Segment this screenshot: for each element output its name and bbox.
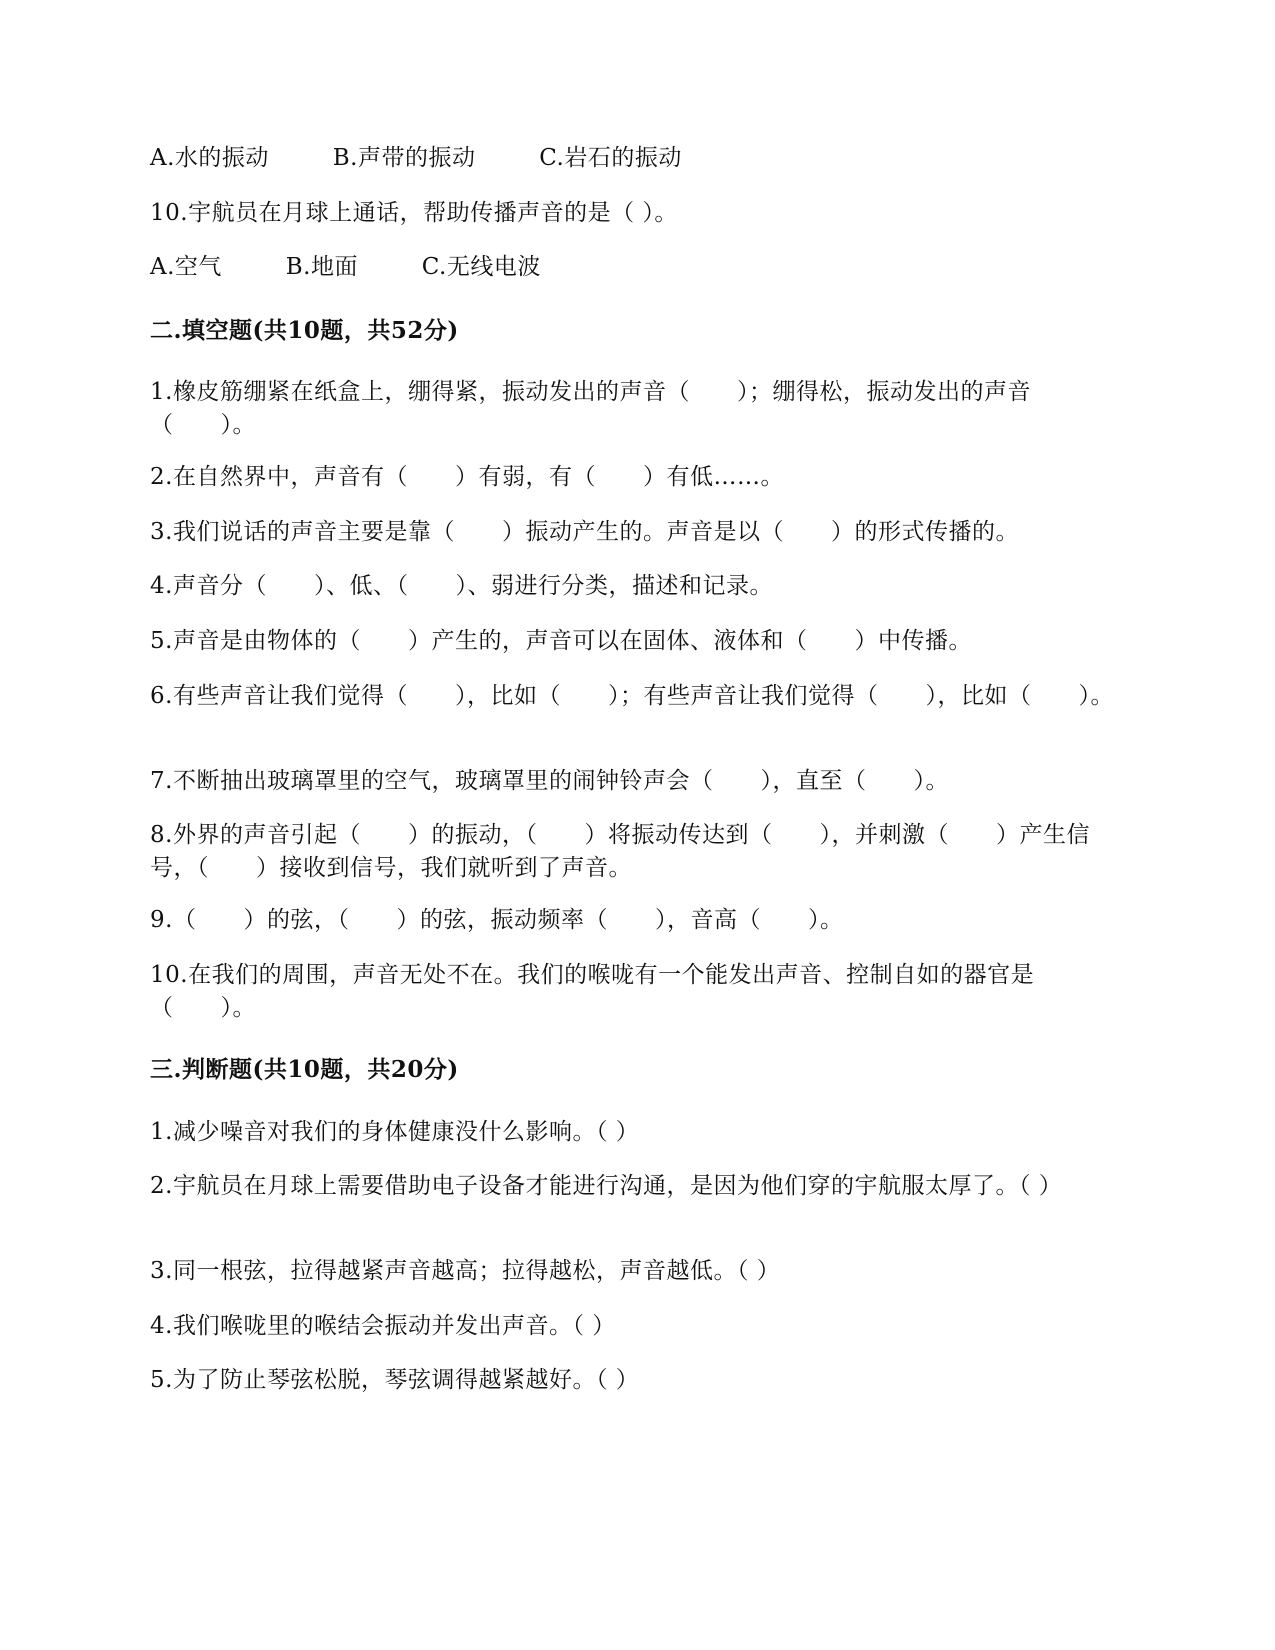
s3-question-2: 2.宇航员在月球上需要借助电子设备才能进行沟通，是因为他们穿的宇航服太厚了。（ ）: [150, 1173, 1063, 1199]
section3-heading: 三.判断题(共10题，共20分): [150, 1056, 459, 1083]
section2-heading: 二.填空题(共10题，共52分): [150, 317, 459, 344]
q9-option-a: A.水的振动: [150, 145, 269, 171]
q9-option-c: C.岩石的振动: [539, 145, 682, 171]
q10-text: 10.宇航员在月球上通话，帮助传播声音的是（ ）。: [150, 200, 678, 226]
s2-question-4: 4.声音分（ ）、低、（ ）、弱进行分类，描述和记录。: [150, 573, 773, 599]
q10-option-c: C.无线电波: [421, 254, 541, 280]
q10-option-a: A.空气: [150, 254, 222, 280]
s2-question-2: 2.在自然界中，声音有（ ）有弱，有（ ）有低……。: [150, 464, 784, 490]
s3-question-4: 4.我们喉咙里的喉结会振动并发出声音。（ ）: [150, 1313, 616, 1339]
q9-option-b: B.声带的振动: [332, 145, 476, 171]
s2-question-6: 6.有些声音让我们觉得（ ），比如（ ）；有些声音让我们觉得（ ），比如（ ）。: [150, 683, 1114, 709]
s2-question-8: 8.外界的声音引起（ ）的振动，（ ）将振动传达到（ ），并刺激（ ）产生信号，（ ）接收到信号，我们就听到了声音。: [150, 822, 1090, 881]
s3-question-5: 5.为了防止琴弦松脱，琴弦调得越紧越好。（ ）: [150, 1367, 640, 1393]
q10-option-b: B.地面: [285, 254, 358, 280]
s3-question-3: 3.同一根弦，拉得越紧声音越高；拉得越松，声音越低。（ ）: [150, 1258, 781, 1284]
s3-question-1: 1.减少噪音对我们的身体健康没什么影响。（ ）: [150, 1119, 640, 1145]
s2-question-5: 5.声音是由物体的（ ）产生的，声音可以在固体、液体和（ ）中传播。: [150, 628, 972, 654]
s2-question-7: 7.不断抽出玻璃罩里的空气，玻璃罩里的闹钟铃声会（ ），直至（ ）。: [150, 768, 949, 794]
s2-question-9: 9.（ ）的弦，（ ）的弦，振动频率（ ），音高（ ）。: [150, 907, 844, 933]
s2-question-3: 3.我们说话的声音主要是靠（ ）振动产生的。声音是以（ ）的形式传播的。: [150, 519, 1019, 545]
s2-question-10: 10.在我们的周围，声音无处不在。我们的喉咙有一个能发出声音、控制自如的器官是（ ）。: [150, 962, 1035, 1021]
q10-options: [150, 251, 541, 284]
s2-question-1: 1.橡皮筋绷紧在纸盒上，绷得紧，振动发出的声音（ ）；绷得松，振动发出的声音（ ）。: [150, 379, 1031, 438]
q9-options: [150, 142, 682, 175]
